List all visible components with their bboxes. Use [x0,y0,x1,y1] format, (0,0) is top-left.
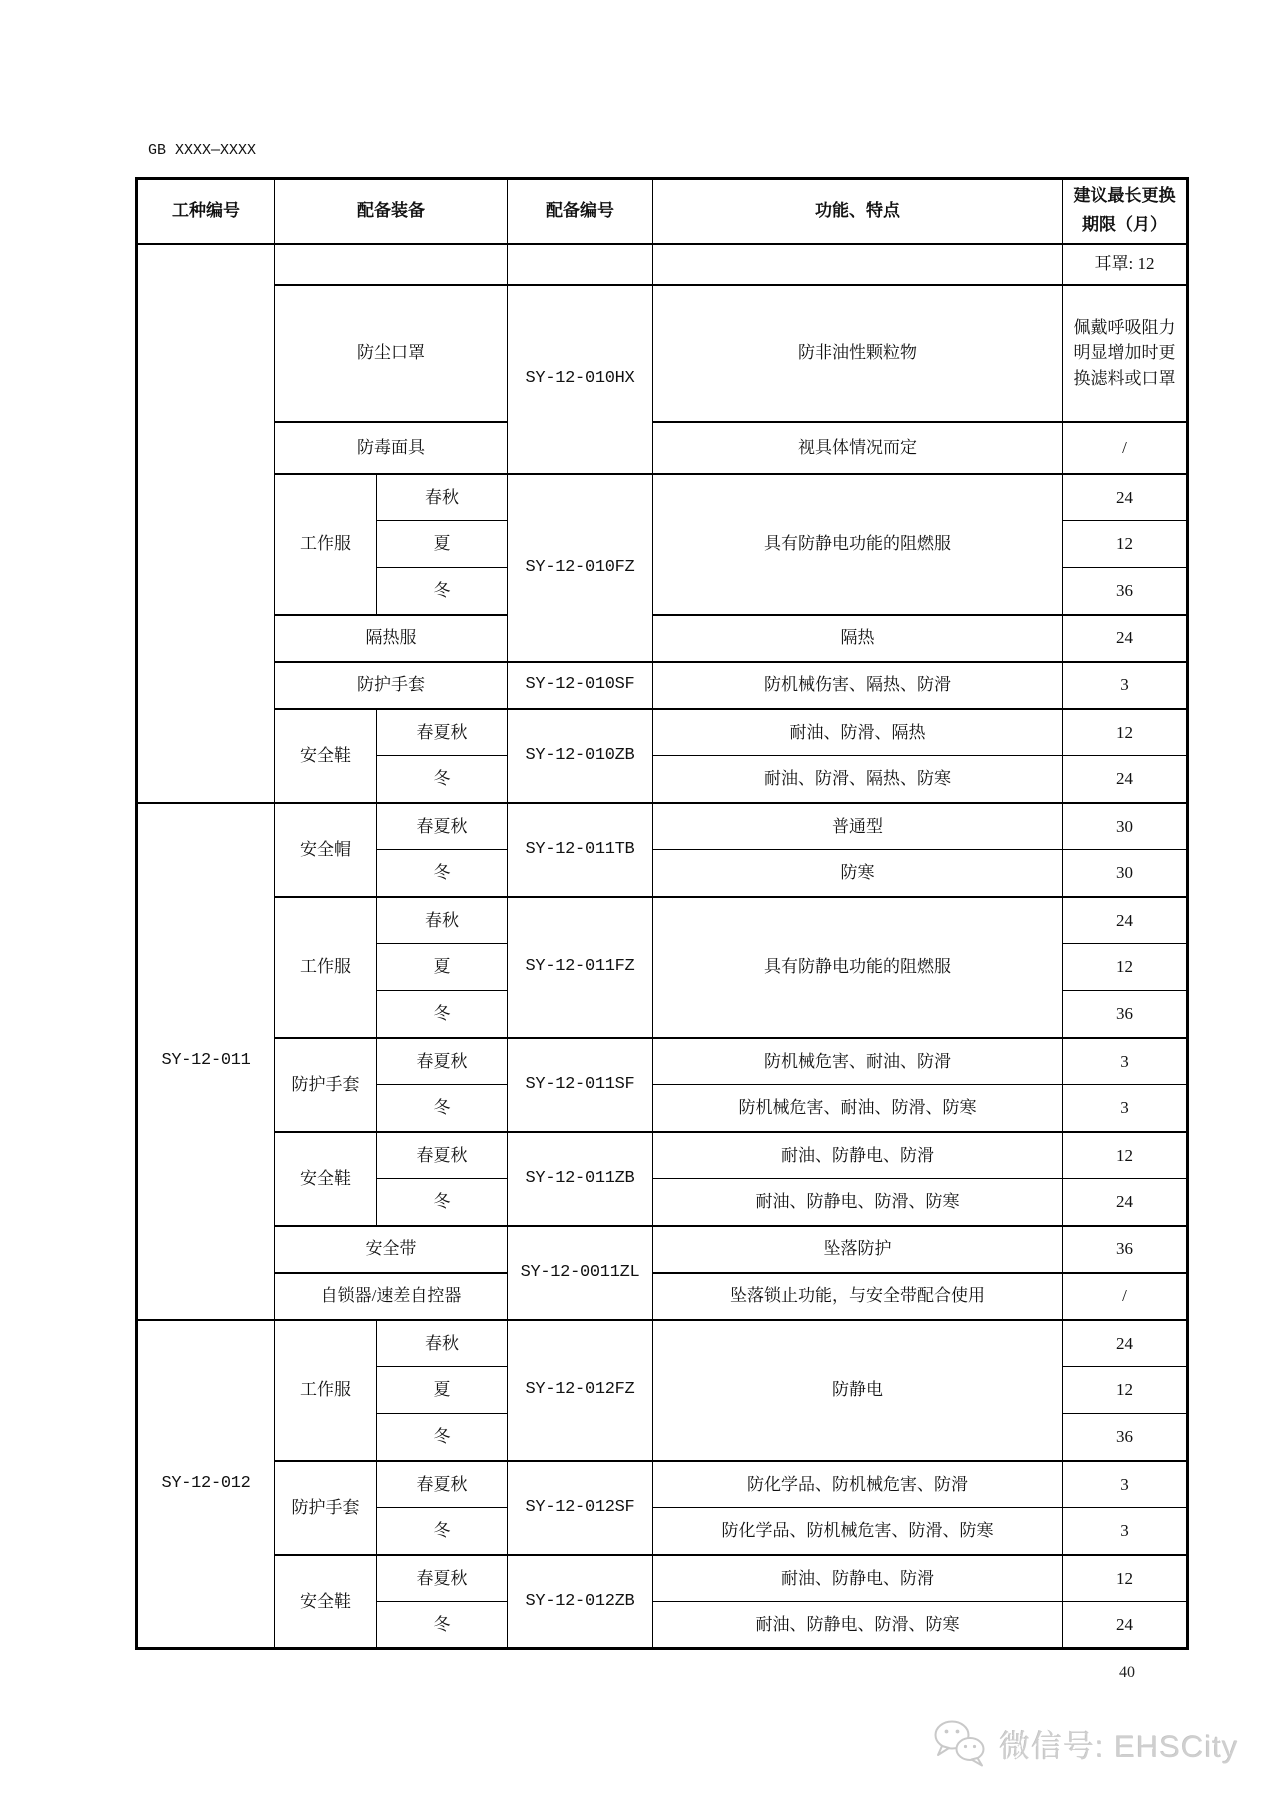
cell-features: 防静电 [653,1320,1063,1461]
cell-equip-code: SY-12-0011ZL [508,1226,653,1320]
cell-equip-code: SY-12-011FZ [508,897,653,1038]
cell-season: 冬 [377,1508,508,1555]
cell-equipment: 安全鞋 [275,709,377,803]
cell-features: 坠落防护 [653,1226,1063,1273]
cell-period: / [1063,422,1188,474]
cell-season: 冬 [377,568,508,615]
cell-equip-code: SY-12-010ZB [508,709,653,803]
cell-features: 防非油性颗粒物 [653,285,1063,422]
cell-equipment: 防护手套 [275,1038,377,1132]
cell-equipment: 安全鞋 [275,1555,377,1649]
table-row [137,422,1188,474]
ppe-equipment-table [135,177,1189,1650]
cell-period: 36 [1063,991,1188,1038]
cell-features: 具有防静电功能的阻燃服 [653,474,1063,615]
watermark [930,1718,1238,1768]
cell-season: 春秋 [377,897,508,944]
cell-period: 12 [1063,709,1188,756]
cell-period: 24 [1063,474,1188,521]
cell-equip-code: SY-12-012SF [508,1461,653,1555]
cell-season: 夏 [377,944,508,991]
cell-period: 36 [1063,1414,1188,1461]
table-header-row [137,179,1188,244]
cell-season: 冬 [377,1602,508,1649]
cell-period: 12 [1063,521,1188,568]
cell-period: 12 [1063,1555,1188,1602]
cell-features: 防化学品、防机械危害、防滑 [653,1461,1063,1508]
cell-period: 30 [1063,803,1188,850]
cell-features: 耐油、防滑、隔热、防寒 [653,756,1063,803]
cell-equip-code: SY-12-010SF [508,662,653,709]
cell-period: 12 [1063,1367,1188,1414]
table-row [137,285,1188,422]
cell-period: 12 [1063,1132,1188,1179]
cell-period: 24 [1063,897,1188,944]
cell-equip-code: SY-12-011SF [508,1038,653,1132]
cell-equipment: 防护手套 [275,1461,377,1555]
cell-features: 防化学品、防机械危害、防滑、防寒 [653,1508,1063,1555]
cell-features: 隔热 [653,615,1063,662]
cell-period: 24 [1063,756,1188,803]
table-row [137,1555,1188,1602]
cell-equip-code: SY-12-010HX [508,285,653,474]
cell-equipment: 安全鞋 [275,1132,377,1226]
cell-features: 视具体情况而定 [653,422,1063,474]
table-row [137,662,1188,709]
page-number: 40 [1119,1664,1135,1681]
cell-features: 耐油、防静电、防滑、防寒 [653,1179,1063,1226]
cell-equipment: 安全带 [275,1226,508,1273]
cell-equipment: 防护手套 [275,662,508,709]
cell-features: 坠落锁止功能，与安全带配合使用 [653,1273,1063,1320]
cell-period: 24 [1063,1602,1188,1649]
cell-season: 春夏秋 [377,1555,508,1602]
cell-features: 防机械伤害、隔热、防滑 [653,662,1063,709]
cell-period: 3 [1063,662,1188,709]
cell-equip-code: SY-12-011TB [508,803,653,897]
table-row [137,897,1188,944]
cell-job-code [137,244,275,803]
cell-period: 30 [1063,850,1188,897]
cell-features: 耐油、防静电、防滑 [653,1555,1063,1602]
cell-equipment [275,244,508,285]
table-row [137,615,1188,662]
cell-season: 春夏秋 [377,1461,508,1508]
table-row [137,244,1188,285]
cell-equipment: 工作服 [275,897,377,1038]
cell-period: 12 [1063,944,1188,991]
cell-period: 36 [1063,568,1188,615]
cell-period: 3 [1063,1508,1188,1555]
table-row [137,803,1188,850]
cell-season: 春夏秋 [377,803,508,850]
cell-features: 具有防静电功能的阻燃服 [653,897,1063,1038]
cell-season: 冬 [377,1414,508,1461]
cell-equip-code: SY-12-012FZ [508,1320,653,1461]
cell-job-code: SY-12-012 [137,1320,275,1649]
table-row [137,1132,1188,1179]
cell-season: 冬 [377,850,508,897]
table-row [137,1038,1188,1085]
table-row [137,474,1188,521]
header-job-code: 工种编号 [137,179,275,244]
cell-period: 24 [1063,1320,1188,1367]
cell-season: 冬 [377,756,508,803]
header-equip-code: 配备编号 [508,179,653,244]
cell-season: 冬 [377,991,508,1038]
cell-features: 防机械危害、耐油、防滑、防寒 [653,1085,1063,1132]
cell-equipment: 防尘口罩 [275,285,508,422]
cell-features: 耐油、防滑、隔热 [653,709,1063,756]
cell-period: / [1063,1273,1188,1320]
header-equipment: 配备装备 [275,179,508,244]
cell-period: 36 [1063,1226,1188,1273]
doc-code: GB XXXX—XXXX [148,142,257,159]
cell-period: 3 [1063,1085,1188,1132]
cell-period: 24 [1063,615,1188,662]
cell-equipment: 自锁器/速差自控器 [275,1273,508,1320]
cell-features [653,244,1063,285]
header-features: 功能、特点 [653,179,1063,244]
cell-features: 耐油、防静电、防滑 [653,1132,1063,1179]
cell-features: 普通型 [653,803,1063,850]
cell-season: 春夏秋 [377,1132,508,1179]
cell-features: 防寒 [653,850,1063,897]
header-replace-period: 建议最长更换期限（月） [1063,179,1188,244]
cell-period: 佩戴呼吸阻力明显增加时更换滤料或口罩 [1063,285,1188,422]
cell-equipment: 工作服 [275,1320,377,1461]
table-row [137,1320,1188,1367]
cell-equipment: 隔热服 [275,615,508,662]
cell-job-code: SY-12-011 [137,803,275,1320]
cell-equip-code [508,244,653,285]
cell-season: 春夏秋 [377,1038,508,1085]
cell-season: 春夏秋 [377,709,508,756]
table-row [137,709,1188,756]
cell-period: 24 [1063,1179,1188,1226]
cell-equip-code: SY-12-011ZB [508,1132,653,1226]
cell-equip-code: SY-12-012ZB [508,1555,653,1649]
cell-equipment: 安全帽 [275,803,377,897]
cell-equipment: 工作服 [275,474,377,615]
cell-season: 夏 [377,521,508,568]
cell-season: 春秋 [377,1320,508,1367]
cell-features: 防机械危害、耐油、防滑 [653,1038,1063,1085]
table-row [137,1273,1188,1320]
cell-equip-code: SY-12-010FZ [508,474,653,662]
cell-season: 冬 [377,1085,508,1132]
wechat-icon [930,1718,990,1768]
table-row [137,1461,1188,1508]
cell-period: 3 [1063,1461,1188,1508]
cell-period: 耳罩: 12 [1063,244,1188,285]
cell-season: 春秋 [377,474,508,521]
cell-season: 冬 [377,1179,508,1226]
cell-equipment: 防毒面具 [275,422,508,474]
cell-features: 耐油、防静电、防滑、防寒 [653,1602,1063,1649]
watermark-label: 微信号: EHSCity [999,1728,1239,1764]
cell-season: 夏 [377,1367,508,1414]
table-row [137,1226,1188,1273]
cell-period: 3 [1063,1038,1188,1085]
